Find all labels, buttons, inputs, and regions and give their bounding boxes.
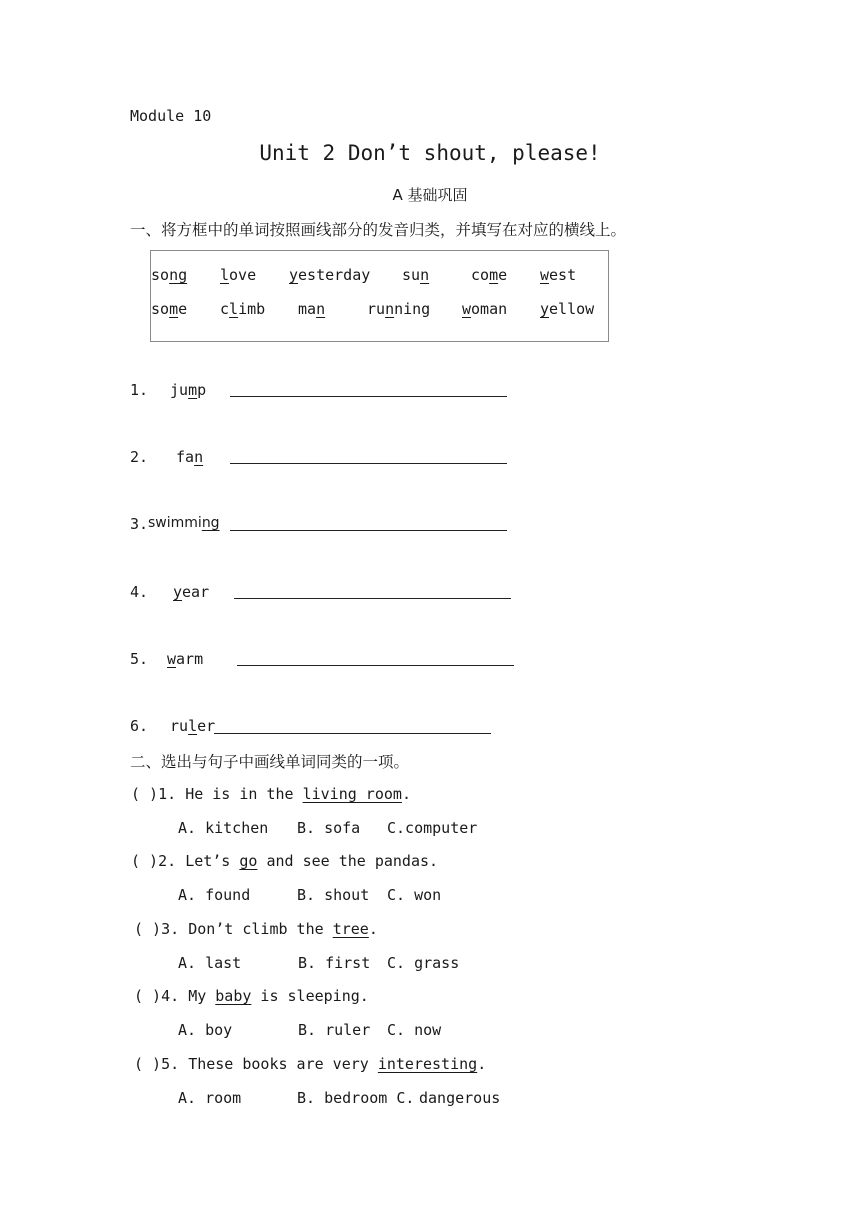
answer-line[interactable]	[237, 665, 514, 666]
option-b[interactable]: B. first	[298, 954, 371, 972]
word-box-word: man	[298, 300, 326, 318]
option-c[interactable]: C. won	[387, 886, 442, 904]
answer-line[interactable]	[230, 530, 507, 531]
sound-item: 3.	[130, 515, 149, 533]
word-box	[150, 250, 609, 342]
option-c[interactable]: C. now	[387, 1021, 442, 1039]
sound-item: 1.	[130, 381, 149, 399]
part1-instruction: 一、将方框中的单词按照画线部分的发音归类，并填写在对应的横线上。	[130, 221, 627, 239]
sound-item-word: jump	[170, 381, 207, 399]
word-box-word: song	[151, 266, 188, 284]
question-row: ( )5. These books are very interesting.	[134, 1055, 487, 1073]
option-b[interactable]: B. sofa	[297, 819, 361, 837]
word-box-word: west	[540, 266, 577, 284]
answer-paren[interactable]: ( )	[134, 987, 162, 1005]
part2-instruction: 二、选出与句子中画线单词同类的一项。	[130, 753, 410, 771]
option-a[interactable]: A. boy	[178, 1021, 233, 1039]
sound-item-word: warm	[167, 650, 204, 668]
sound-item: 5.	[130, 650, 149, 668]
word-box-word: yellow	[540, 300, 595, 318]
option-b[interactable]: B. bedroom C.	[297, 1089, 415, 1107]
question-row: ( )2. Let’s go and see the pandas.	[131, 852, 439, 870]
option-c[interactable]: dangerous	[419, 1089, 501, 1107]
option-c[interactable]: C. grass	[387, 954, 460, 972]
answer-line[interactable]	[214, 733, 491, 734]
option-a[interactable]: A. last	[178, 954, 242, 972]
option-b[interactable]: B. ruler	[298, 1021, 371, 1039]
word-box-word: woman	[462, 300, 508, 318]
option-a[interactable]: A. kitchen	[178, 819, 269, 837]
question-row: ( )3. Don’t climb the tree.	[134, 920, 378, 938]
option-a[interactable]: A. room	[178, 1089, 242, 1107]
page-title: Unit 2 Don’t shout, please!	[259, 141, 601, 165]
answer-paren[interactable]: ( )	[134, 1055, 162, 1073]
answer-line[interactable]	[230, 396, 507, 397]
sound-item-word: ruler	[170, 717, 216, 735]
word-box-word: running	[367, 300, 431, 318]
word-box-word: yesterday	[289, 266, 371, 284]
option-a[interactable]: A. found	[178, 886, 251, 904]
option-b[interactable]: B. shout	[297, 886, 370, 904]
section-a-heading: A 基础巩固	[392, 186, 468, 204]
word-box-word: climb	[220, 300, 266, 318]
sound-item-word: swimming	[148, 515, 220, 531]
sound-item-word: year	[173, 583, 210, 601]
answer-paren[interactable]: ( )	[134, 920, 162, 938]
answer-paren[interactable]: ( )	[131, 852, 159, 870]
sound-item: 2.	[130, 448, 149, 466]
sound-item-word: fan	[176, 448, 204, 466]
answer-line[interactable]	[234, 598, 511, 599]
word-box-word: love	[220, 266, 257, 284]
answer-paren[interactable]: ( )	[131, 785, 159, 803]
sound-item: 6.	[130, 717, 149, 735]
option-c[interactable]: C.computer	[387, 819, 478, 837]
word-box-word: come	[471, 266, 508, 284]
word-box-word: some	[151, 300, 188, 318]
question-row: ( )1. He is in the living room.	[131, 785, 411, 803]
sound-item: 4.	[130, 583, 149, 601]
question-row: ( )4. My baby is sleeping.	[134, 987, 369, 1005]
module-label: Module 10	[130, 107, 212, 125]
word-box-word: sun	[402, 266, 430, 284]
answer-line[interactable]	[230, 463, 507, 464]
